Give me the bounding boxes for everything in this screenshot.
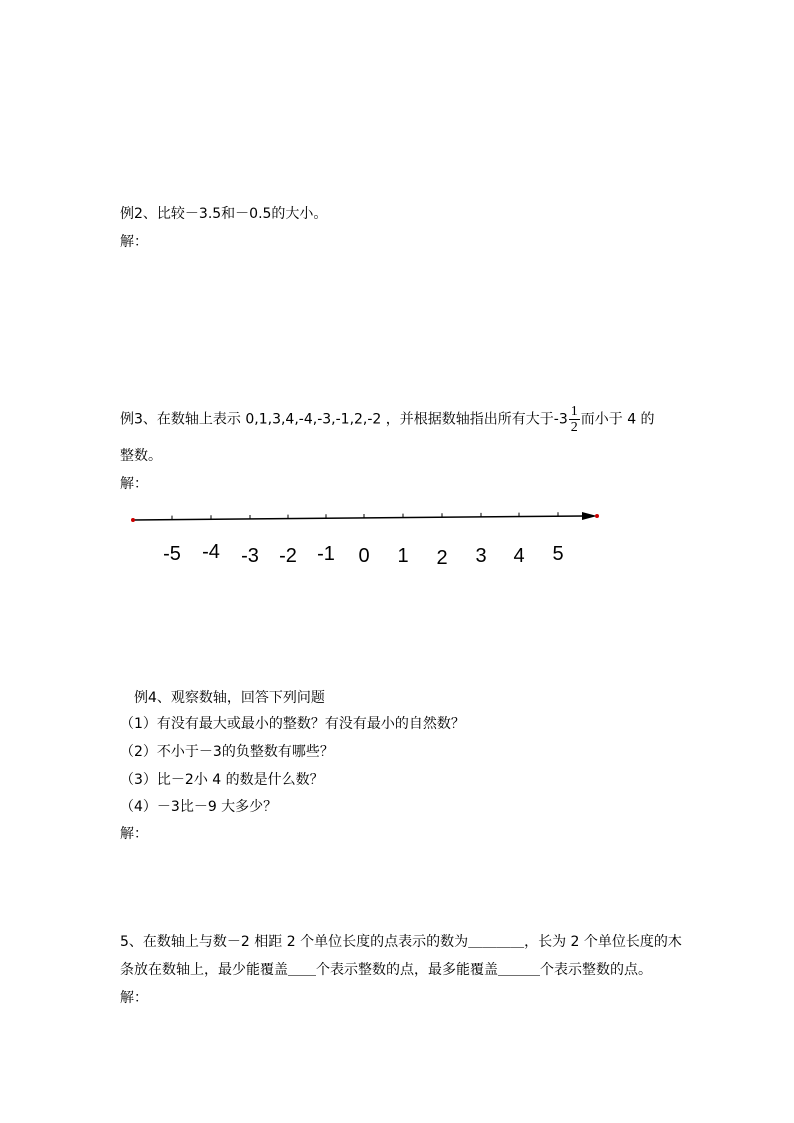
- example2-question: 例2、比较－3.5和－0.5的大小。: [120, 206, 328, 222]
- number-line-label: 2: [436, 547, 448, 569]
- number-line-arrow-icon: [582, 512, 597, 520]
- example3-question-start: 例3、在数轴上表示 0,1,3,4,-4,-3,-1,2,-2 ，并根据数轴指出所有大于-3: [120, 411, 568, 428]
- example4-answer-label: 解：: [120, 826, 148, 842]
- number-line-label: -2: [279, 545, 297, 567]
- number-line-label: 4: [513, 545, 525, 567]
- number-line-label: 0: [358, 545, 370, 567]
- number-line-label: -3: [241, 545, 259, 567]
- problem5-line1: 5、在数轴上与数－2 相距 2 个单位长度的点表示的数为＿＿＿＿，长为 2 个单位长度的木: [120, 934, 682, 950]
- example4-question-1: （1）有没有最大或最小的整数？有没有最小的自然数？: [120, 716, 465, 732]
- example3-answer-label: 解：: [120, 476, 148, 492]
- number-line-end-point: [595, 514, 599, 518]
- number-line-label: -4: [202, 541, 220, 563]
- example4-question-2: （2）不小于－3的负整数有哪些？: [120, 744, 334, 760]
- number-line-label: -1: [317, 543, 335, 565]
- fraction-numerator: 1: [570, 404, 578, 419]
- number-line-label: 5: [552, 543, 564, 565]
- example2-answer-label: 解：: [120, 234, 148, 250]
- example3-question-end: 而小于 4 的: [580, 411, 655, 428]
- example4-title: 例4、观察数轴，回答下列问题: [134, 690, 325, 706]
- number-line-label: -5: [163, 543, 181, 565]
- number-line-label: 3: [475, 545, 487, 567]
- example3-question-line2: 整数。: [120, 448, 162, 464]
- number-line-axis: [133, 516, 585, 520]
- problem5-answer-label: 解：: [120, 990, 148, 1006]
- example4-question-4: （4）－3比－9 大多少？: [120, 799, 278, 815]
- example4-question-3: （3）比－2小 4 的数是什么数？: [120, 772, 324, 788]
- number-line-start-point: [131, 518, 135, 522]
- fraction-denominator: 2: [570, 420, 578, 435]
- number-line-label: 1: [397, 545, 409, 567]
- number-line-labels: [163, 541, 563, 569]
- problem5-line2: 条放在数轴上，最少能覆盖＿＿个表示整数的点，最多能覆盖＿＿＿个表示整数的点。: [120, 962, 652, 978]
